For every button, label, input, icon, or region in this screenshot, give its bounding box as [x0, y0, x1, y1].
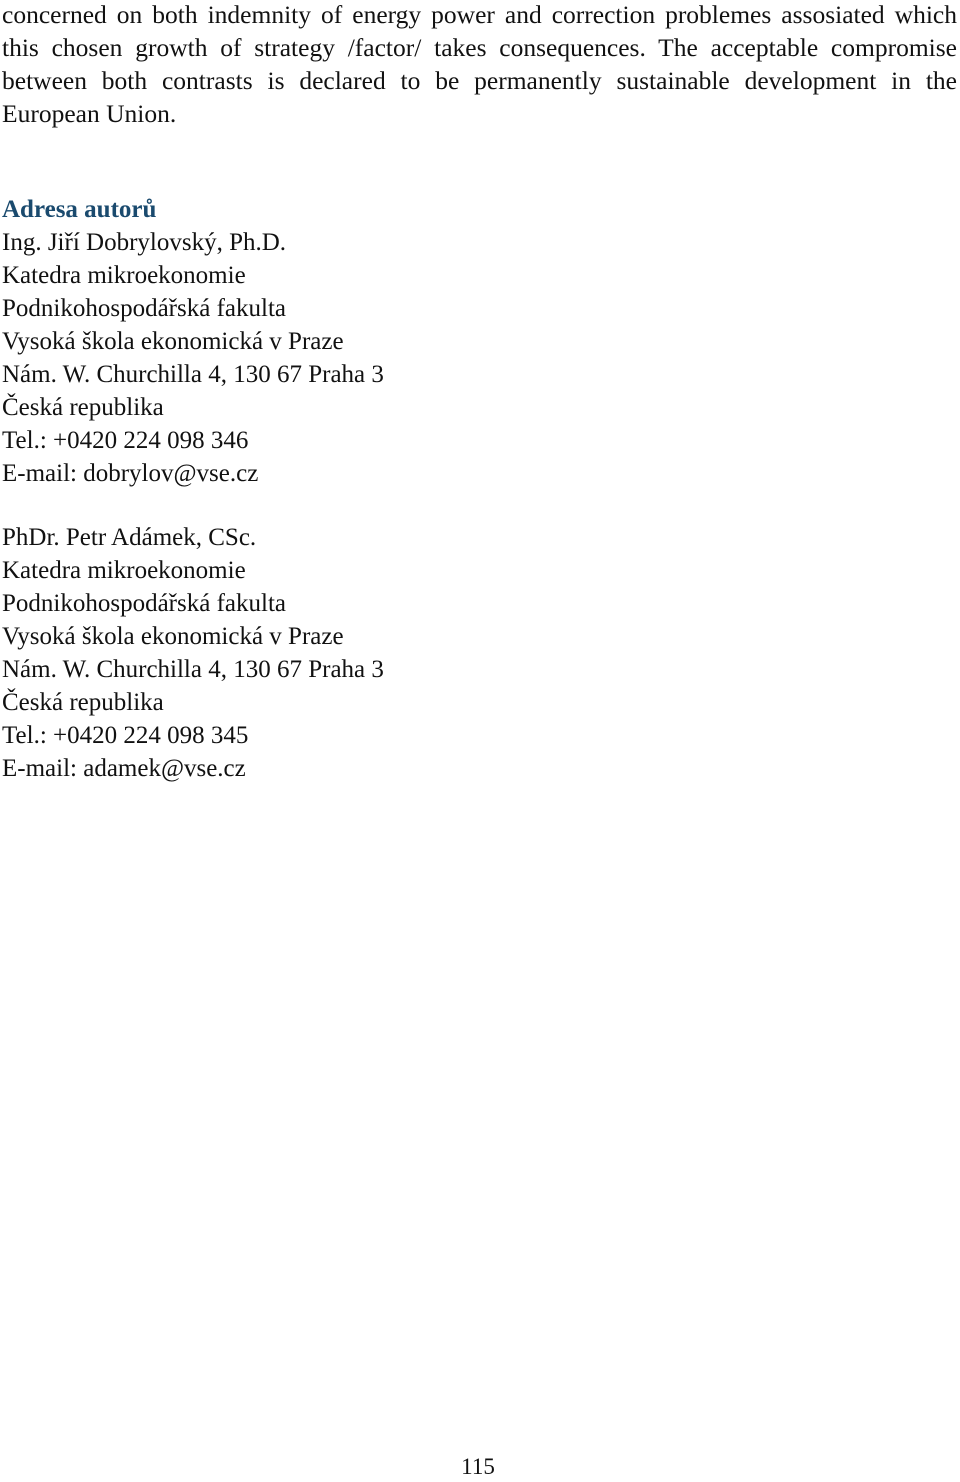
author-email: E-mail: adamek@vse.cz	[2, 755, 246, 782]
author-university: Vysoká škola ekonomická v Praze	[2, 623, 344, 650]
author-faculty: Podnikohospodářská fakulta	[2, 590, 286, 617]
author-name: Ing. Jiří Dobrylovský, Ph.D.	[2, 229, 287, 256]
author-university: Vysoká škola ekonomická v Praze	[2, 328, 344, 355]
author-street: Nám. W. Churchilla 4, 130 67 Praha 3	[2, 361, 384, 388]
authors-heading: Adresa autorů	[2, 196, 157, 223]
author-address-block	[2, 226, 384, 490]
page-number: 115	[461, 1454, 495, 1479]
author-address-block	[2, 521, 384, 785]
abstract-tail-paragraph: concerned on both indemnity of energy power and correction problemes assosiated which this chosen growth of strategy /factor/ takes consequences. The acceptable compromise between both contrasts is declared to be permanently sustainable development in the European Union.	[2, 0, 957, 128]
author-department: Katedra mikroekonomie	[2, 262, 246, 289]
author-faculty: Podnikohospodářská fakulta	[2, 295, 286, 322]
author-email: E-mail: dobrylov@vse.cz	[2, 460, 259, 487]
author-street: Nám. W. Churchilla 4, 130 67 Praha 3	[2, 656, 384, 683]
author-phone: Tel.: +0420 224 098 345	[2, 722, 249, 749]
author-name: PhDr. Petr Adámek, CSc.	[2, 524, 257, 551]
author-phone: Tel.: +0420 224 098 346	[2, 427, 249, 454]
author-country: Česká republika	[2, 394, 164, 421]
author-department: Katedra mikroekonomie	[2, 557, 246, 584]
author-country: Česká republika	[2, 689, 164, 716]
